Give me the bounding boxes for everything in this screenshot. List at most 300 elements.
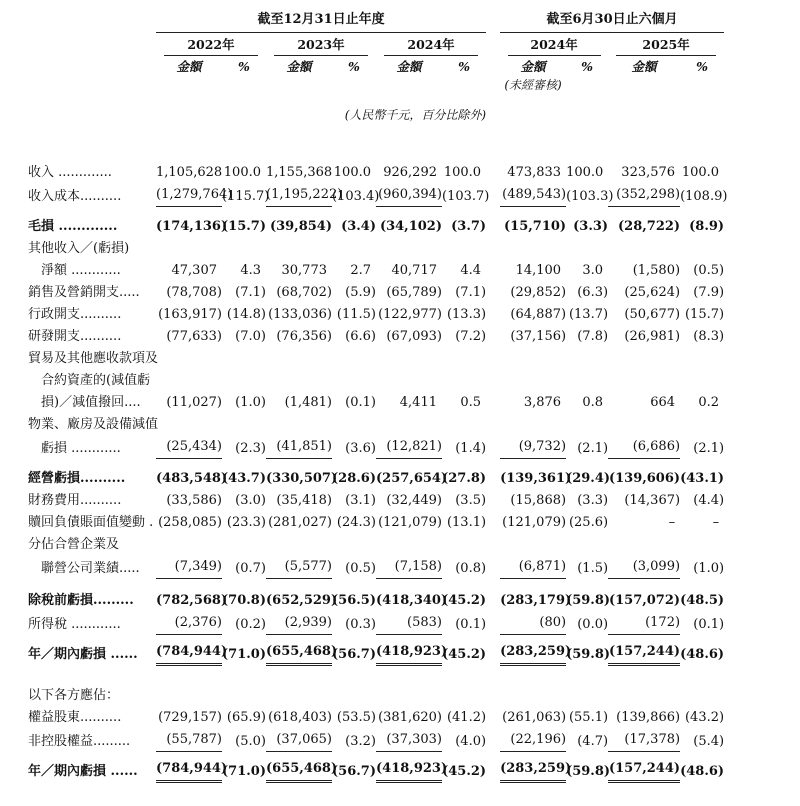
amount-cell: (283,179) — [500, 593, 572, 608]
year-header-2024-interim: 2024年 — [500, 33, 608, 57]
percent-cell: (7.8) — [577, 329, 609, 344]
amount-cell: (37,303) — [376, 728, 442, 752]
amount-cell: 30,773 — [281, 263, 327, 278]
column-gap — [486, 489, 500, 511]
row-label: 行政開支.......... — [28, 307, 122, 322]
amount-cell: 47,307 — [171, 263, 217, 278]
percent-cell: (4.7) — [577, 733, 609, 749]
amount-cell: (655,468) — [266, 757, 332, 782]
amount-cell: (157,072) — [608, 593, 681, 608]
amount-cell: (25,624) — [624, 285, 681, 300]
row-label: 非控股權益......... — [28, 733, 131, 749]
amount-cell: (655,468) — [266, 640, 332, 665]
row-label: 贖回負債賬面值變動 . — [28, 515, 154, 530]
amount-cell: (330,507) — [266, 471, 338, 486]
percent-cell: 100.0 — [223, 165, 261, 180]
percent-cell: (15.7) — [684, 307, 725, 322]
amount-cell: (139,606) — [608, 471, 681, 486]
table-row — [28, 303, 724, 325]
percent-cell: (7.1) — [235, 285, 266, 300]
amount-cell: (157,244) — [608, 640, 680, 665]
amount-cell: (133,036) — [268, 307, 332, 322]
amount-cell: – — [668, 515, 676, 530]
percent-cell: (1.4) — [455, 440, 487, 456]
table-row — [28, 589, 724, 611]
percent-cell: 0.2 — [698, 395, 720, 410]
amount-cell: (121,079) — [502, 515, 567, 530]
amount-cell: (25,434) — [156, 435, 222, 459]
percent-cell: 100.0 — [443, 165, 482, 180]
row-label: 除稅前虧損......... — [28, 593, 134, 608]
amount-cell: (257,654) — [376, 471, 448, 486]
amount-cell: 14,100 — [515, 263, 562, 278]
column-gap — [486, 8, 500, 33]
amount-cell: (1,481) — [284, 395, 332, 410]
amount-cell: (652,529) — [266, 593, 338, 608]
percent-cell: (11.5) — [336, 307, 376, 322]
percent-cell: (8.9) — [689, 219, 725, 234]
row-label: 收入成本.......... — [28, 188, 122, 204]
amount-column-header: 金額 — [176, 59, 202, 74]
percent-cell: (0.3) — [345, 616, 376, 632]
amount-cell: (418,340) — [376, 593, 448, 608]
row-label: 合約資產的(減值虧 — [28, 373, 151, 388]
percent-cell: (56.7) — [332, 763, 376, 779]
table-row — [28, 325, 724, 347]
amount-cell: (172) — [608, 611, 680, 635]
amount-cell: (782,568) — [156, 593, 228, 608]
amount-cell: (15,868) — [510, 493, 567, 508]
table-row — [28, 259, 724, 281]
percent-cell: (8.3) — [693, 329, 725, 344]
amount-cell: (618,403) — [268, 710, 332, 725]
column-gap — [486, 728, 500, 752]
percent-cell: (0.7) — [235, 560, 266, 576]
percent-cell: 4.4 — [460, 263, 482, 278]
spacer — [28, 125, 724, 161]
percent-cell: – — [712, 515, 720, 530]
amount-cell: (139,866) — [616, 710, 681, 725]
amount-cell: (34,102) — [379, 219, 442, 234]
percent-cell: (103.7) — [442, 188, 490, 204]
row-label: 所得稅 ............ — [28, 616, 121, 632]
period-interim-header: 截至6月30日止六個月 — [500, 8, 724, 33]
year-header-2023: 2023年 — [266, 33, 376, 57]
amount-cell: (6,686) — [608, 435, 680, 459]
column-gap — [486, 589, 500, 611]
amount-cell: (76,356) — [276, 329, 332, 344]
percent-cell: (24.3) — [336, 515, 376, 530]
percent-cell: (108.9) — [680, 188, 728, 204]
table-row — [28, 706, 724, 728]
column-gap — [486, 325, 500, 347]
row-label: 權益股東.......... — [28, 710, 122, 725]
row-label: 物業、廠房及設備減值 — [28, 417, 159, 432]
empty-cell — [156, 684, 724, 706]
percent-cell: (53.5) — [336, 710, 376, 725]
spacer-row — [28, 459, 724, 468]
amount-cell: (784,944) — [156, 757, 222, 782]
corner-cell — [28, 8, 156, 33]
percent-cell: (43.7) — [222, 471, 266, 486]
empty-cell — [156, 413, 724, 435]
table-row — [28, 757, 724, 782]
amount-cell: (2,376) — [156, 611, 222, 635]
empty-cell — [156, 347, 724, 369]
row-label: 研發開支.......... — [28, 329, 122, 344]
percent-cell: (27.8) — [442, 471, 487, 486]
column-gap — [486, 303, 500, 325]
period-annual-header: 截至12月31日止年度 — [156, 8, 486, 33]
percent-cell: (3.4) — [341, 219, 376, 234]
percent-cell: (1.0) — [693, 560, 725, 576]
percent-cell: (71.0) — [222, 763, 266, 779]
row-label: 經營虧損.......... — [28, 471, 126, 486]
percent-cell: (43.1) — [680, 471, 725, 486]
percent-cell: (103.4) — [332, 188, 380, 204]
amount-cell: (64,887) — [510, 307, 567, 322]
row-label: 毛損 ............. — [28, 219, 118, 234]
percent-cell: (0.2) — [235, 616, 266, 632]
amount-cell: (418,923) — [376, 640, 442, 665]
table-row — [28, 161, 724, 183]
percent-cell: (0.1) — [693, 616, 725, 632]
amount-cell: (1,580) — [632, 263, 681, 278]
amount-cell: (261,063) — [502, 710, 567, 725]
amount-cell: (489,543) — [500, 183, 566, 207]
column-gap — [486, 161, 500, 183]
percent-column-header: % — [238, 59, 250, 74]
row-label: 貿易及其他應收款項及 — [28, 351, 159, 366]
table-row — [28, 467, 724, 489]
spacer-row — [28, 207, 724, 216]
percent-cell: 100.0 — [333, 165, 371, 180]
table-body — [28, 125, 728, 782]
percent-cell: 3.0 — [582, 263, 604, 278]
percent-cell: (48.6) — [680, 763, 725, 779]
amount-cell: (283,259) — [500, 640, 566, 665]
percent-cell: (1.0) — [235, 395, 266, 410]
row-label: 淨額 ............ — [28, 263, 121, 278]
amount-cell: (15,710) — [504, 219, 567, 234]
amount-cell: 40,717 — [391, 263, 437, 278]
percent-cell: (1.5) — [577, 560, 609, 576]
percent-cell: (4.0) — [455, 733, 487, 749]
percent-cell: (15.7) — [222, 219, 266, 234]
percent-cell: (56.7) — [332, 646, 376, 662]
percent-cell: (3.3) — [577, 493, 609, 508]
percent-cell: (41.2) — [446, 710, 487, 725]
amount-column-header: 金額 — [396, 59, 422, 74]
percent-cell: (7.9) — [693, 285, 725, 300]
amount-cell: (381,620) — [378, 710, 442, 725]
amount-cell: (14,367) — [624, 493, 681, 508]
percent-cell: (2.3) — [235, 440, 266, 456]
amount-cell: (39,854) — [269, 219, 332, 234]
amount-cell: (352,298) — [608, 183, 680, 207]
percent-cell: (103.3) — [566, 188, 614, 204]
percent-cell: (25.6) — [568, 515, 609, 530]
amount-cell: (163,917) — [158, 307, 222, 322]
percent-cell: (48.5) — [680, 593, 725, 608]
percent-cell: (7.1) — [455, 285, 487, 300]
amount-cell: (5,577) — [266, 555, 332, 579]
currency-note: (人民幣千元，百分比除外) — [344, 108, 487, 122]
column-gap — [486, 215, 500, 237]
percent-cell: 4.3 — [240, 263, 261, 278]
amount-cell: (7,349) — [156, 555, 222, 579]
percent-column-header: % — [696, 59, 709, 74]
percent-cell: 100.0 — [681, 165, 720, 180]
percent-cell: (43.2) — [684, 710, 725, 725]
column-gap — [486, 467, 500, 489]
percent-cell: 0.5 — [460, 395, 482, 410]
amount-cell: 323,576 — [621, 165, 676, 180]
percent-cell: (59.8) — [566, 763, 611, 779]
amount-cell: 664 — [650, 395, 676, 410]
amount-cell: (37,156) — [510, 329, 567, 344]
spacer — [28, 459, 724, 468]
amount-cell: 473,833 — [507, 165, 562, 180]
percent-cell: (0.8) — [455, 560, 487, 576]
spacer-row — [28, 665, 724, 685]
table-row — [28, 237, 724, 259]
row-label: 銷售及營銷開支..... — [28, 285, 140, 300]
amount-cell: (121,079) — [378, 515, 442, 530]
percent-cell: (45.2) — [442, 646, 487, 662]
column-gap — [486, 706, 500, 728]
amount-cell: (3,099) — [608, 555, 680, 579]
column-gap — [486, 435, 500, 459]
amount-cell: (65,789) — [386, 285, 442, 300]
amount-cell: 4,411 — [399, 395, 437, 410]
spacer-row — [28, 579, 724, 590]
income-statement-table — [28, 8, 728, 783]
spacer — [28, 579, 724, 590]
empty-cell — [156, 369, 724, 391]
amount-column-header: 金額 — [520, 59, 546, 74]
percent-cell: (115.7) — [222, 188, 270, 204]
table-row — [28, 611, 724, 635]
percent-cell: (29.4) — [566, 471, 611, 486]
percent-cell: (59.8) — [566, 646, 611, 662]
percent-column-header: % — [458, 59, 470, 74]
percent-cell: (5.0) — [235, 733, 266, 749]
table-header — [28, 8, 724, 125]
amount-cell: 1,105,628 — [156, 165, 223, 180]
percent-cell: (59.8) — [566, 593, 611, 608]
column-gap — [486, 391, 500, 413]
amount-cell: (78,708) — [166, 285, 222, 300]
row-label: 年／期內虧損 ...... — [28, 646, 138, 662]
table-row — [28, 435, 724, 459]
percent-cell: (5.4) — [693, 733, 725, 749]
percent-cell: (2.1) — [693, 440, 725, 456]
amount-cell: (583) — [376, 611, 442, 635]
year-header-2025: 2025年 — [608, 33, 724, 57]
amount-cell: (6,871) — [500, 555, 566, 579]
amount-cell: (122,977) — [378, 307, 442, 322]
amount-cell: (28,722) — [618, 219, 681, 234]
amount-cell: (67,093) — [386, 329, 442, 344]
amount-cell: (784,944) — [156, 640, 222, 665]
percent-cell: (7.2) — [455, 329, 487, 344]
column-gap — [486, 757, 500, 782]
percent-cell: (3.2) — [345, 733, 376, 749]
table-row — [28, 183, 724, 207]
amount-cell: (139,361) — [500, 471, 572, 486]
amount-column-header: 金額 — [631, 59, 657, 74]
row-label: 收入 ............. — [28, 165, 112, 180]
percent-cell: (14.8) — [226, 307, 266, 322]
amount-cell: (41,851) — [266, 435, 332, 459]
percent-cell: 0.8 — [582, 395, 604, 410]
percent-cell: 100.0 — [566, 165, 604, 180]
empty-cell — [156, 533, 724, 555]
column-gap — [486, 640, 500, 665]
percent-cell: (3.3) — [573, 219, 609, 234]
row-label: 年／期內虧損 ...... — [28, 763, 138, 779]
year-header-2022: 2022年 — [156, 33, 266, 57]
percent-cell: (3.6) — [345, 440, 376, 456]
percent-cell: (70.8) — [222, 593, 266, 608]
percent-cell: (45.2) — [442, 763, 487, 779]
row-label: 聯營公司業績..... — [28, 560, 140, 576]
table-row — [28, 281, 724, 303]
amount-cell: (37,065) — [266, 728, 332, 752]
table-row — [28, 215, 724, 237]
spacer — [28, 207, 724, 216]
table-row — [28, 640, 724, 665]
amount-cell: (26,981) — [624, 329, 681, 344]
table-row — [28, 533, 724, 555]
percent-cell: (0.1) — [345, 395, 376, 410]
percent-column-header: % — [348, 59, 360, 74]
percent-cell: (6.3) — [577, 285, 609, 300]
percent-cell: (0.1) — [455, 616, 487, 632]
row-label: 虧損 ............ — [28, 440, 121, 456]
amount-cell: 3,876 — [523, 395, 562, 410]
amount-cell: (174,136) — [156, 219, 228, 234]
table-row — [28, 369, 724, 391]
percent-cell: (3.0) — [235, 493, 266, 508]
percent-cell: (56.5) — [332, 593, 376, 608]
percent-cell: (48.6) — [680, 646, 725, 662]
period-header-row — [28, 8, 724, 33]
amount-cell: (55,787) — [156, 728, 222, 752]
amount-cell: 926,292 — [383, 165, 437, 180]
column-gap — [486, 281, 500, 303]
amount-cell: 1,155,368 — [266, 165, 333, 180]
unaudited-note-row — [28, 77, 724, 95]
percent-cell: (6.6) — [345, 329, 376, 344]
amount-cell: (33,586) — [166, 493, 222, 508]
percent-cell: (0.5) — [693, 263, 725, 278]
percent-cell: (2.1) — [577, 440, 609, 456]
unaudited-note: (未經審核) — [504, 78, 562, 92]
column-gap — [486, 555, 500, 579]
percent-cell: (5.9) — [345, 285, 376, 300]
table-row — [28, 489, 724, 511]
amount-cell: (32,449) — [386, 493, 442, 508]
percent-column-header: % — [581, 59, 593, 74]
amount-cell: (157,244) — [608, 757, 680, 782]
percent-cell: (13.7) — [568, 307, 609, 322]
percent-cell: (23.3) — [226, 515, 266, 530]
row-label: 以下各方應佔： — [28, 688, 120, 703]
row-label: 分佔合營企業及 — [28, 537, 120, 552]
amount-cell: (50,677) — [624, 307, 681, 322]
column-gap — [486, 259, 500, 281]
empty-cell — [156, 237, 724, 259]
column-gap — [486, 611, 500, 635]
column-header-row — [28, 56, 724, 77]
amount-cell: (9,732) — [500, 435, 566, 459]
amount-cell: (283,259) — [500, 757, 566, 782]
amount-cell: (418,923) — [376, 757, 442, 782]
percent-cell: (45.2) — [442, 593, 487, 608]
table-row — [28, 347, 724, 369]
currency-note-row — [28, 95, 724, 125]
amount-cell: (1,195,222) — [266, 183, 332, 207]
amount-cell: (12,821) — [376, 435, 442, 459]
percent-cell: (3.1) — [345, 493, 376, 508]
percent-cell: (0.0) — [577, 616, 609, 632]
percent-cell: (3.7) — [451, 219, 487, 234]
amount-cell: (258,085) — [158, 515, 222, 530]
table-row — [28, 391, 724, 413]
percent-cell: (28.6) — [332, 471, 376, 486]
amount-cell: (68,702) — [276, 285, 332, 300]
table-row — [28, 684, 724, 706]
amount-cell: (7,158) — [376, 555, 442, 579]
percent-cell: (13.1) — [446, 515, 487, 530]
amount-cell: (80) — [500, 611, 566, 635]
amount-cell: (11,027) — [166, 395, 222, 410]
amount-cell: (29,852) — [510, 285, 567, 300]
year-header-row — [28, 33, 724, 57]
spacer — [28, 665, 724, 685]
row-label: 損)／減值撥回.... — [28, 395, 141, 410]
percent-cell: (13.3) — [446, 307, 487, 322]
table-row — [28, 511, 724, 533]
percent-cell: (4.4) — [693, 493, 725, 508]
percent-cell: (0.5) — [345, 560, 376, 576]
amount-cell: (35,418) — [276, 493, 332, 508]
percent-cell: (71.0) — [222, 646, 266, 662]
amount-cell: (729,157) — [158, 710, 222, 725]
amount-cell: (281,027) — [268, 515, 332, 530]
spacer-row — [28, 125, 724, 161]
row-label: 財務費用.......... — [28, 493, 122, 508]
amount-cell: (960,394) — [376, 183, 442, 207]
percent-cell: (3.5) — [455, 493, 487, 508]
year-header-2024: 2024年 — [376, 33, 486, 57]
column-gap — [486, 511, 500, 533]
percent-cell: (65.9) — [226, 710, 266, 725]
amount-cell: (77,633) — [166, 329, 222, 344]
amount-cell: (22,196) — [500, 728, 566, 752]
row-label: 其他收入／(虧損) — [28, 241, 130, 256]
amount-cell: (2,939) — [266, 611, 332, 635]
percent-cell: (7.0) — [235, 329, 266, 344]
table-row — [28, 728, 724, 752]
table-row — [28, 555, 724, 579]
percent-cell: 2.7 — [350, 263, 371, 278]
percent-cell: (55.1) — [568, 710, 609, 725]
table-row — [28, 413, 724, 435]
amount-cell: (483,548) — [156, 471, 228, 486]
